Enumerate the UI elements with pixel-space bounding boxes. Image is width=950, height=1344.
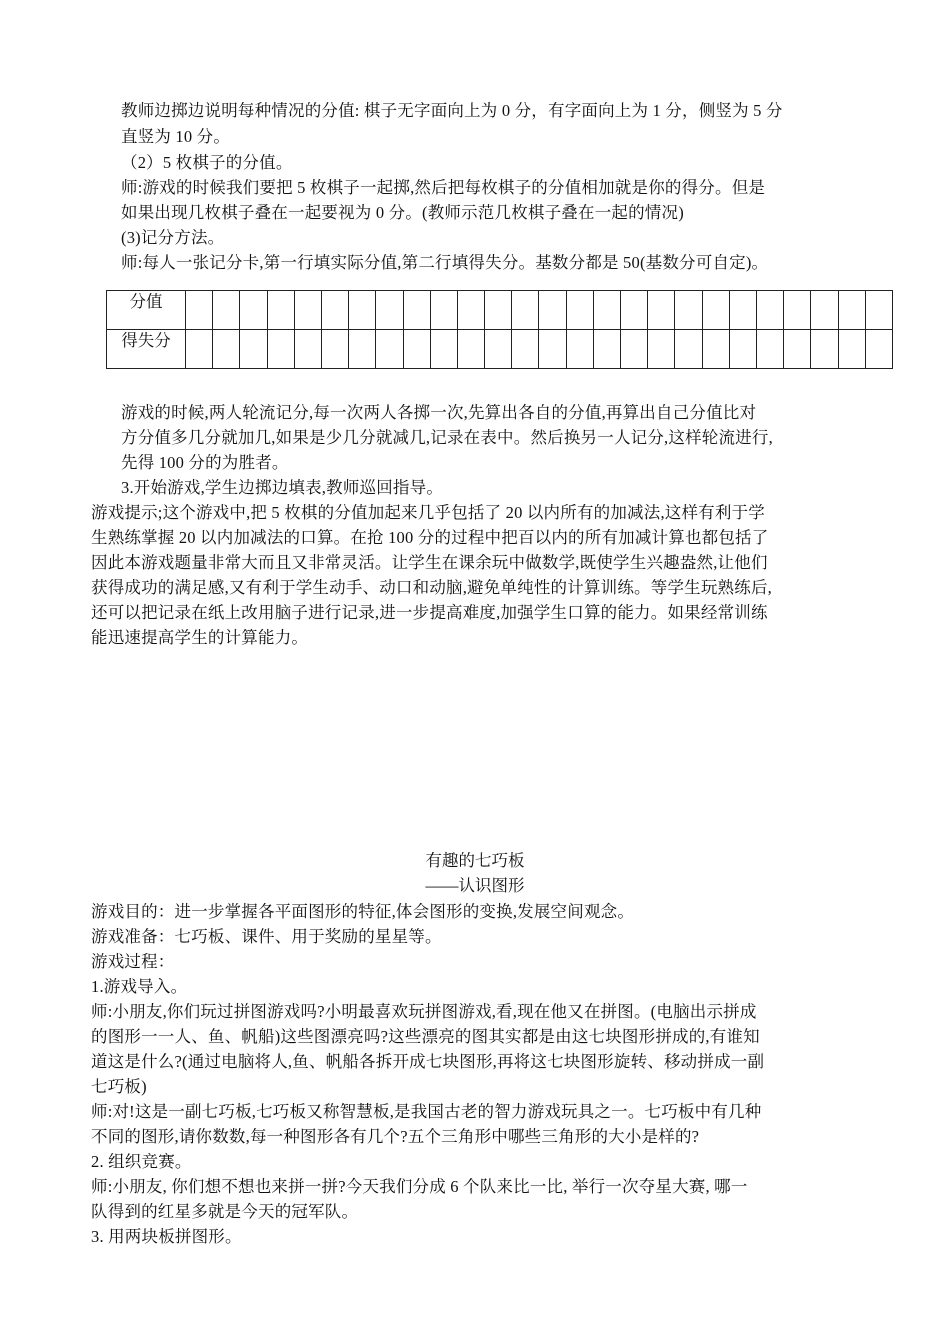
table-cell-blank [865,291,892,330]
table-cell-blank [213,291,240,330]
text-line: 直竖为 10 分。 [121,127,231,146]
table-cell-blank [457,330,484,369]
text-line: 1.游戏导入。 [91,977,188,996]
table-cell-blank [784,330,811,369]
table-cell-blank [349,291,376,330]
table-cell-blank [729,291,756,330]
table-cell-blank [403,330,430,369]
table-cell-blank [240,291,267,330]
text-line: 队得到的红星多就是今天的冠军队。 [91,1202,359,1221]
text-line: 道这是什么?(通过电脑将人,鱼、帆船各拆开成七块图形,再将这七块图形旋转、移动拼成一副 [91,1052,765,1071]
table-cell-blank [566,291,593,330]
text-line: 游戏目的：进一步掌握各平面图形的特征,体会图形的变换,发展空间观念。 [91,902,635,921]
table-cell-blank [675,291,702,330]
row-label-gain-loss: 得失分 [107,330,186,369]
table-cell-blank [621,291,648,330]
text-line: 能迅速提高学生的计算能力。 [91,628,309,647]
table-cell-blank [321,330,348,369]
table-row-gain-loss [107,330,893,369]
text-line: 师:游戏的时候我们要把 5 枚棋子一起掷,然后把每枚棋子的分值相加就是你的得分。但是 [121,178,766,197]
table-cell-blank [729,330,756,369]
text-line: 因此本游戏题量非常大而且又非常灵活。让学生在课余玩中做数学,既使学生兴趣盎然,让他们 [91,553,768,572]
table-cell-blank [838,330,865,369]
table-cell-blank [376,330,403,369]
text-line: (3)记分方法。 [121,228,225,247]
text-line: 游戏准备：七巧板、课件、用于奖励的星星等。 [91,927,442,946]
table-cell-blank [512,291,539,330]
table-cell-blank [485,330,512,369]
table-cell-blank [267,291,294,330]
text-line: 生熟练掌握 20 以内加减法的口算。在抢 100 分的过程中把百以内的所有加减计算也都包括了 [91,528,769,547]
row-label-score-value: 分值 [107,291,186,330]
table-cell-blank [702,291,729,330]
table-cell-blank [621,330,648,369]
text-line: 的图形一一人、鱼、帆船)这些图漂亮吗?这些漂亮的图其实都是由这七块图形拼成的,有谁知 [91,1027,760,1046]
table-cell-blank [756,330,783,369]
text-line: 先得 100 分的为胜者。 [121,453,289,472]
text-line: 获得成功的满足感,又有利于学生动手、动口和动脑,避免单纯性的计算训练。等学生玩熟练后, [91,578,772,597]
table-cell-blank [294,291,321,330]
text-line: 师:对!这是一副七巧板,七巧板又称智慧板,是我国古老的智力游戏玩具之一。七巧板中有几种 [91,1102,762,1121]
text-line: 如果出现几枚棋子叠在一起要视为 0 分。(教师示范几枚棋子叠在一起的情况) [121,203,684,222]
table-cell-blank [539,291,566,330]
table-cell-blank [811,330,838,369]
table-cell-blank [593,291,620,330]
section-subtitle: ——认识图形 [425,876,525,895]
table-cell-blank [811,291,838,330]
table-cell-blank [675,330,702,369]
text-line: 游戏提示;这个游戏中,把 5 枚棋的分值加起来几乎包括了 20 以内所有的加减法,这样有利于学 [91,503,765,522]
table-cell-blank [457,291,484,330]
table-cell-blank [593,330,620,369]
table-cell-blank [485,291,512,330]
text-line: 教师边掷边说明每种情况的分值: 棋子无字面向上为 0 分，有字面向上为 1 分，侧竖为 5 分 [121,101,783,120]
text-line: 不同的图形,请你数数,每一种图形各有几个?五个三角形中哪些三角形的大小是样的? [91,1127,700,1146]
table-cell-blank [756,291,783,330]
table-cell-blank [838,291,865,330]
text-line: 师:小朋友, 你们想不想也来拼一拼?今天我们分成 6 个队来比一比, 举行一次夺星大赛, 哪一 [91,1177,748,1196]
table-cell-blank [294,330,321,369]
table-cell-blank [784,291,811,330]
table-cell-blank [512,330,539,369]
table-cell-blank [702,330,729,369]
text-line: 师:每人一张记分卡,第一行填实际分值,第二行填得失分。基数分都是 50(基数分可自定)。 [121,253,769,272]
table-cell-blank [267,330,294,369]
text-line: 3.开始游戏,学生边掷边填表,教师巡回指导。 [121,478,444,497]
table-cell-blank [865,330,892,369]
text-line: 游戏的时候,两人轮流记分,每一次两人各掷一次,先算出各自的分值,再算出自己分值比对 [121,403,757,422]
table-cell-blank [566,330,593,369]
table-cell-blank [186,291,213,330]
table-cell-blank [648,291,675,330]
table-cell-blank [349,330,376,369]
table-cell-blank [430,330,457,369]
table-cell-blank [403,291,430,330]
score-card-table [106,290,893,369]
text-line: 2. 组织竞赛。 [91,1152,192,1171]
table-cell-blank [240,330,267,369]
text-line: 师:小朋友,你们玩过拼图游戏吗?小明最喜欢玩拼图游戏,看,现在他又在拼图。(电脑出示拼成 [91,1002,757,1021]
table-cell-blank [539,330,566,369]
table-cell-blank [186,330,213,369]
table-row-score-value [107,291,893,330]
text-line: 3. 用两块板拼图形。 [91,1227,242,1246]
table-cell-blank [648,330,675,369]
text-line: 方分值多几分就加几,如果是少几分就减几,记录在表中。然后换另一人记分,这样轮流进行, [121,428,773,447]
table-cell-blank [376,291,403,330]
text-line: 游戏过程： [91,952,175,971]
table-cell-blank [321,291,348,330]
section-title: 有趣的七巧板 [425,851,525,870]
text-line: 还可以把记录在纸上改用脑子进行记录,进一步提高难度,加强学生口算的能力。如果经常训练 [91,603,768,622]
text-line: 七巧板) [91,1077,147,1096]
table-cell-blank [213,330,240,369]
text-line: （2）5 枚棋子的分值。 [121,153,293,172]
table-cell-blank [430,291,457,330]
